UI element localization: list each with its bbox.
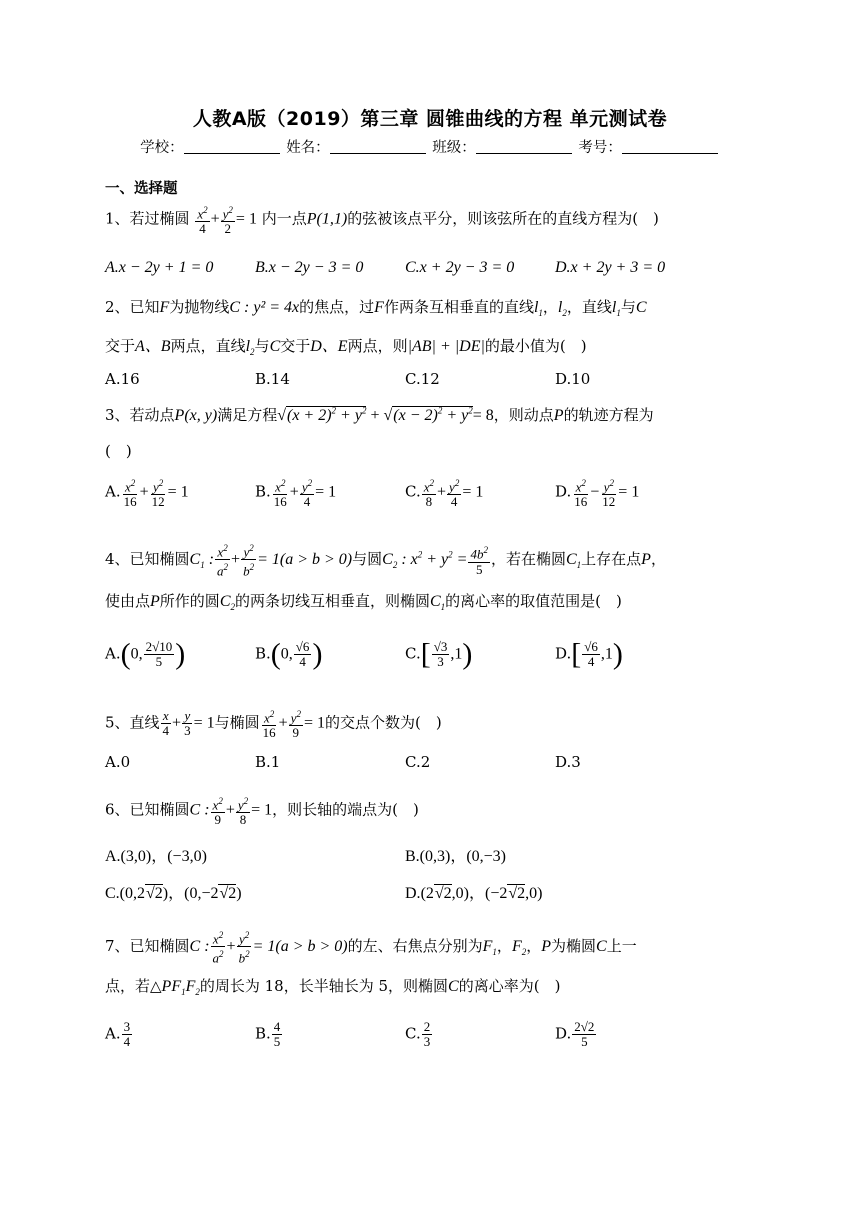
q2-text: 的最小值为( ) <box>484 337 587 355</box>
q5-text: 5、直线 <box>105 713 160 732</box>
q1-point: P(1,1) <box>306 210 348 228</box>
q4-text: 上存在点 <box>581 549 642 568</box>
q7-text: 的左、右焦点分别为 <box>347 936 483 955</box>
q2-text: 作两条互相垂直的直线 <box>383 298 534 316</box>
q7-option-d[interactable]: D. $\frac{2√2}{5}$ <box>555 1019 595 1049</box>
school-blank[interactable] <box>184 139 280 154</box>
q1-option-a[interactable]: A.x − 2y + 1 = 0 <box>105 259 214 276</box>
q1-text: 内一点 <box>261 209 307 228</box>
question-4-line-2: 使由点P所作的圆$C_2$的两条切线互相垂直，则椭圆$C_1$的离心率的取值范围是( ) <box>105 592 622 613</box>
q3-eq: = 8 <box>472 407 494 424</box>
q3-text: 满足方程 <box>217 406 278 424</box>
option-letter: D. <box>555 1024 572 1043</box>
q1-text: 的弦被该点平分，则该弦所在的直线方程为( ) <box>347 209 659 228</box>
q4-text: 的两条切线互相垂直，则椭圆 <box>234 592 430 610</box>
q2-option-a[interactable]: A.16 <box>105 370 140 388</box>
q3-option-b[interactable]: B. $\frac{x^2}{16}$ + $\frac{y^2}{4}$ = 1 <box>255 478 337 510</box>
name-label: 姓名： <box>286 140 330 156</box>
option-letter: A. <box>105 644 121 663</box>
q2-text: 为抛物线 <box>169 298 230 316</box>
q5-option-d[interactable]: D.3 <box>555 753 581 771</box>
q4-option-d[interactable]: D.[ $\frac{√6}{4}$ ,1) <box>555 637 623 671</box>
question-3: 3、若动点P(x, y)满足方程$√(x + 2)^2 + y^2 + √(x - 2)^2 + y^2= 8$，则动点P的轨迹方程为 <box>105 405 654 424</box>
q5-option-c[interactable]: C.2 <box>405 753 431 771</box>
q6-option-d[interactable]: D.(2√2,0)，(−2√2,0) <box>405 885 543 902</box>
option-letter: D. <box>405 885 421 902</box>
option-letter: C. <box>405 644 421 663</box>
q5-text: 与椭圆 <box>214 713 260 732</box>
q3-text: 的轨迹方程为 <box>563 406 654 424</box>
q1-option-d[interactable]: D.x + 2y + 3 = 0 <box>555 259 666 276</box>
q7-text: 7、已知椭圆 <box>105 936 190 955</box>
option-letter: D. <box>555 482 572 501</box>
q2-text: 两点，直线 <box>170 337 246 355</box>
name-blank[interactable] <box>330 139 426 154</box>
q6-option-b[interactable]: B.(0,3)，(0,−3) <box>405 848 507 865</box>
q4-option-a[interactable]: A.(0, $\frac{2√10}{5}$ ) <box>105 637 186 671</box>
option-letter: A. <box>105 1024 121 1043</box>
q2-option-d[interactable]: D.10 <box>555 370 591 388</box>
fraction: $\frac{y^2}{2}$ <box>222 205 233 237</box>
class-blank[interactable] <box>476 139 572 154</box>
id-label: 考号： <box>578 140 622 156</box>
section-heading: 一、选择题 <box>105 181 178 197</box>
q3-point: P(x, y) <box>174 407 218 424</box>
question-5: 5、直线 $\frac{x}{4}$ + $\frac{y}{3}$ = 1与椭圆 $\frac{x^2}{16}$ + $\frac{y^2}{9}$ = 1的交点个数为( ) <box>105 708 442 741</box>
page-title: 人教A版（2019）第三章 圆锥曲线的方程 单元测试卷 <box>192 108 668 130</box>
question-4-line-1: 4、已知椭圆$C_1$ : $\frac{x^2}{a^2}$ + $\frac{y^2}{b^2}$ = 1(a > b > 0)与圆$C_2$ : $x^2 + y^2$ = $\frac{4b^2}{5}$ ，若在椭圆$C_1$上存在点P， <box>105 543 666 579</box>
option-letter: B. <box>255 482 271 501</box>
q3-paren: ( ) <box>105 442 132 460</box>
q2-text: 2、已知 <box>105 298 160 316</box>
q3-option-a[interactable]: A. $\frac{x^2}{16}$ + $\frac{y^2}{12}$ = 1 <box>105 478 189 510</box>
id-blank[interactable] <box>622 139 718 154</box>
q5-option-b[interactable]: B.1 <box>255 753 281 771</box>
q6-text: ，则长轴的端点为( ) <box>272 800 419 819</box>
question-7-line-2: 点，若$\triangle PF_1F_2$的周长为 18，长半轴长为 5，则椭圆C的离心率为( ) <box>105 977 561 998</box>
option-letter: D. <box>555 644 572 663</box>
q3-option-d[interactable]: D. $\frac{x^2}{16}$ − $\frac{y^2}{12}$ = 1 <box>555 478 640 510</box>
q1-text: 1、若过椭圆 <box>105 209 190 228</box>
q5-option-a[interactable]: A.0 <box>105 753 131 771</box>
class-label: 班级： <box>432 140 476 156</box>
q2-text: 交于 <box>280 337 311 355</box>
q2-option-c[interactable]: C.12 <box>405 370 440 388</box>
q3-text: ，则动点 <box>493 406 554 424</box>
q6-text: 6、已知椭圆 <box>105 800 190 819</box>
q7-text: 的周长为 18，长半轴长为 5，则椭圆 <box>199 977 449 995</box>
fraction: $\frac{x^2}{4}$ <box>197 205 208 237</box>
q6-option-c[interactable]: C.(0,2√2)，(0,−2√2) <box>105 885 242 902</box>
q7-option-a[interactable]: A. $\frac{3}{4}$ <box>105 1019 131 1049</box>
q4-text: 的离心率的取值范围是( ) <box>445 592 622 610</box>
option-letter: B. <box>255 644 271 663</box>
q4-text: 所作的圆 <box>159 592 220 610</box>
q2-text: 两点，则 <box>347 337 408 355</box>
q2-text: 的焦点，过 <box>299 298 375 316</box>
q4-option-b[interactable]: B.(0, $\frac{√6}{4}$ ) <box>255 637 323 671</box>
q2-text: 交于 <box>105 337 136 355</box>
option-letter: C. <box>105 885 120 902</box>
q3-option-c[interactable]: C. $\frac{x^2}{8}$ + $\frac{y^2}{4}$ = 1 <box>405 478 484 510</box>
q1-option-c[interactable]: C.x + 2y − 3 = 0 <box>405 259 515 276</box>
q7-option-c[interactable]: C. $\frac{2}{3}$ <box>405 1019 431 1049</box>
student-info-line <box>0 136 860 157</box>
q7-option-b[interactable]: B. $\frac{4}{5}$ <box>255 1019 281 1049</box>
q4-text: 与圆 <box>352 549 383 568</box>
question-6: 6、已知椭圆C : $\frac{x^2}{9}$ + $\frac{y^2}{8}$ = 1，则长轴的端点为( ) <box>105 796 419 828</box>
question-7-line-1: 7、已知椭圆C : $\frac{x^2}{a^2}$ + $\frac{y^2}{b^2}$ = 1(a > b > 0)的左、右焦点分别为$F_1$，$F_2$，P为椭圆C上一 <box>105 930 637 966</box>
q4-text: 使由点 <box>105 592 151 610</box>
school-label: 学校： <box>140 140 184 156</box>
option-letter: B. <box>255 1024 271 1043</box>
question-1: 1、若过椭圆 $\frac{x^2}{4}$ + $\frac{y^2}{2}$ = 1 内一点P(1,1)的弦被该点平分，则该弦所在的直线方程为( ) <box>105 205 659 237</box>
q1-option-b[interactable]: B.x − 2y − 3 = 0 <box>255 259 364 276</box>
q7-text: 的离心率为( ) <box>458 977 561 995</box>
question-2-line-2: 交于A、B两点，直线$l_2$与C交于D、E两点，则|AB| + |DE|的最小值为( ) <box>105 337 587 358</box>
option-letter: A. <box>105 482 121 501</box>
question-2-line-1: 2、已知F为抛物线C : y² = 4x的焦点，过F作两条互相垂直的直线$l_1$，$l_2$，直线$l_1$与C <box>105 298 647 319</box>
q2-text: ，直线 <box>566 298 612 316</box>
q7-text: 点，若△ <box>105 977 162 995</box>
q2-curve: C : y² = 4x <box>229 299 300 316</box>
q2-option-b[interactable]: B.14 <box>255 370 290 388</box>
q5-text: 的交点个数为( ) <box>324 713 442 732</box>
q4-text: 4、已知椭圆 <box>105 549 190 568</box>
option-letter: C. <box>405 1024 421 1043</box>
q3-text: 3、若动点 <box>105 406 175 424</box>
q7-text: 为椭圆 <box>551 936 597 955</box>
q2-text: 与 <box>620 298 636 316</box>
q2-text: 与 <box>254 337 270 355</box>
q6-option-a[interactable]: A.(3,0)，(−3,0) <box>105 848 207 865</box>
option-letter: C. <box>405 482 421 501</box>
q4-option-c[interactable]: C.[ $\frac{√3}{3}$ ,1) <box>405 637 473 671</box>
q7-text: 上一 <box>606 936 637 955</box>
q4-text: ，若在椭圆 <box>490 549 566 568</box>
